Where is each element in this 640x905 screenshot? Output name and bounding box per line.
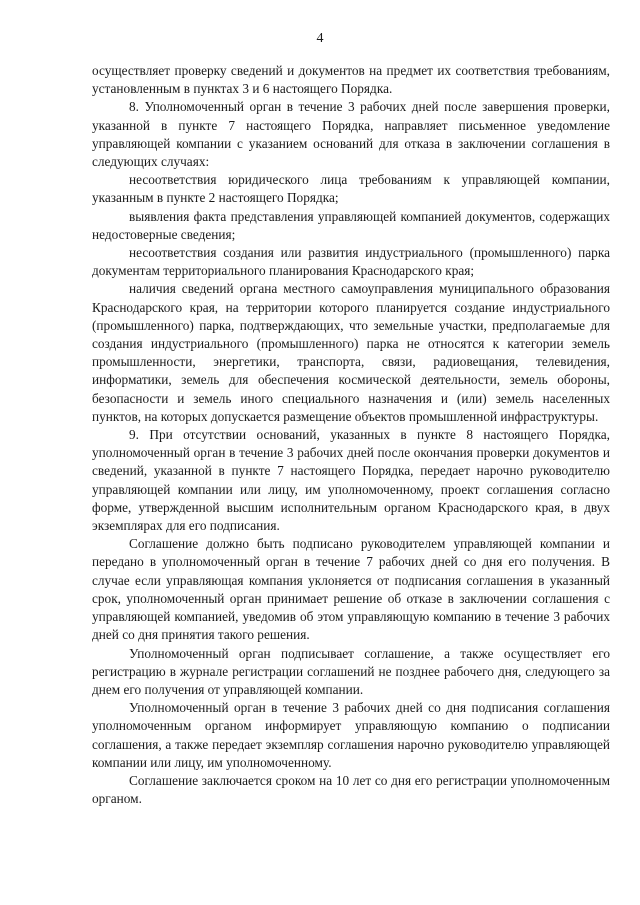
paragraph-continuation: осуществляет проверку сведений и документов на предмет их соответствия требованиям, установленным в пунктах 3 и 6 настоящего Порядка. <box>92 63 610 97</box>
document-body <box>92 62 610 808</box>
paragraph-signing-deadline: Соглашение должно быть подписано руководителем управляющей компании и передано в уполномоченный орган в течение 7 рабочих дней со дня его получения. В случае если управляющая компания уклоняется от подписания соглашения в указанный срок, уполномоченный орган принимает решение об отказе в заключении соглашения с управляющей компанией, уведомив об этом управляющую компанию в течение 3 рабочих дней со дня принятия такого решения. <box>92 536 610 643</box>
paragraph-notification: Уполномоченный орган в течение 3 рабочих дней со дня подписания соглашения уполномоченным органом информирует управляющую компанию о подписании соглашения, а также передает экземпляр соглашения нарочно руководителю управляющей компании или лицу, им уполномоченному. <box>92 700 610 770</box>
paragraph-item-8: 8. Уполномоченный орган в течение 3 рабочих дней после завершения проверки, указанной в пункте 7 настоящего Порядка, направляет письменное уведомление управляющей компании с указанием оснований для отказа в заключении соглашения в следующих случаях: <box>92 99 610 170</box>
paragraph-case-legal-entity: несоответствия юридического лица требованиям к управляющей компании, указанным в пункте 2 настоящего Порядка; <box>92 172 610 206</box>
paragraph-case-false-documents: выявления факта представления управляющей компанией документов, содержащих недостоверные сведения; <box>92 208 610 242</box>
paragraph-case-planning-mismatch: несоответствия создания или развития индустриального (промышленного) парка документам территориального планирования Краснодарского края; <box>92 245 610 279</box>
paragraph-term: Соглашение заключается сроком на 10 лет со дня его регистрации уполномоченным органом. <box>92 772 610 807</box>
paragraph-case-land-category: наличия сведений органа местного самоуправления муниципального образования Краснодарского края, на территории которого планируется создание индустриального (промышленного) парка, подтверждающих, что земельные участки, предполагаемые для создания индустриального (промышленного) парка не относятся к категории земель промышленности, энергетики, транспорта, связи, радиовещания, телевидения, информатики, земель для обеспечения космической деятельности, земель обороны, безопасности и земель иного специального назначения и (или) земель населенных пунктов, на которых допускается размещение объектов промышленной инфраструктуры. <box>92 281 610 424</box>
paragraph-registration: Уполномоченный орган подписывает соглашение, а также осуществляет его регистрацию в журнале регистрации соглашений не позднее рабочего дня, следующего за днем его получения от управляющей компании. <box>92 645 610 697</box>
paragraph-item-9: 9. При отсутствии оснований, указанных в пункте 8 настоящего Порядка, уполномоченный орган в течение 3 рабочих дней после окончания проверки документов и сведений, указанной в пункте 7 настоящего Порядка, передает нарочно руководителю управляющей компании или лицу, им уполномоченному, проект соглашения согласно форме, утвержденной высшим исполнительным органом Краснодарского края, в двух экземплярах для его подписания. <box>92 427 610 534</box>
page-number: 4 <box>316 31 324 46</box>
